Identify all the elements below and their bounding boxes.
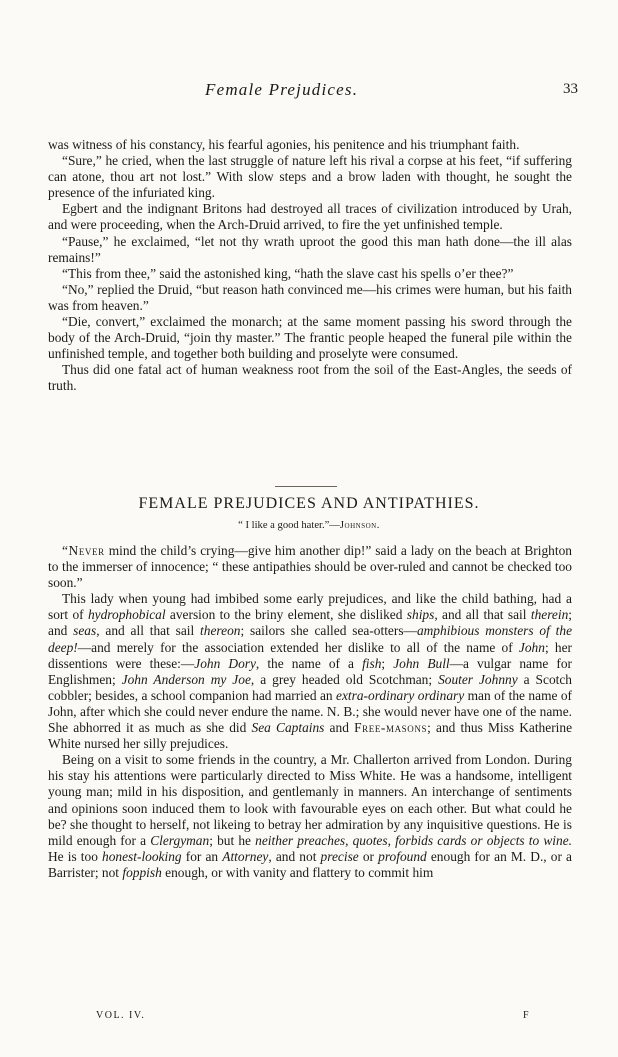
italic-run: extra-ordinary ordinary <box>336 687 465 703</box>
paragraph <box>48 591 572 752</box>
text-run: for an <box>181 848 223 864</box>
volume-mark: VOL. IV. <box>96 1010 146 1021</box>
section-title: FEMALE PREJUDICES AND ANTIPATHIES. <box>138 495 480 512</box>
smallcaps-run: Free-masons <box>354 720 428 736</box>
text-run: man of the name of John, after which she could never endure the name. N. B.; she would never have one of the name. She abhorred it as much as she did <box>48 687 572 736</box>
paragraph: “Sure,” he cried, when the last struggle of nature left his rival a corpse at his feet, “if suffering can atone, thou art not lost.” With slow steps and a brow laden with thought, he sought the presence of the infuriated king. <box>48 153 572 201</box>
signature-mark: F <box>523 1010 529 1021</box>
text-run: or <box>358 848 379 864</box>
italic-run: John Bull <box>393 655 450 671</box>
text-run: aversion to the briny element, she disliked <box>165 607 407 623</box>
text-run: , a grey headed old Scotchman; <box>250 671 439 687</box>
italic-run: Clergyman <box>150 832 210 848</box>
page-number: 33 <box>563 81 578 97</box>
epigraph <box>0 520 618 531</box>
text-run: enough for an M. D., or a Barrister; not <box>48 848 572 880</box>
paragraph: Thus did one fatal act of human weakness root from the soil of the East-Angles, the seeds of truth. <box>48 362 572 394</box>
text-run: This lady when young had imbibed some early prejudices, and like the child bathing, had a sort of <box>48 591 572 623</box>
text-run: He is too <box>48 848 103 864</box>
text-run: ; sailors she called sea-otters— <box>240 623 417 639</box>
lead-word: “Never <box>62 543 105 558</box>
paragraph: Egbert and the indignant Britons had destroyed all traces of civilization introduced by Urah, and were proceeding, when the Arch-Druid arrived, to fire the yet unfinished temple. <box>48 201 572 233</box>
paragraph: “No,” replied the Druid, “but reason hath convinced me—his crimes were human, but his faith was from heaven.” <box>48 281 572 313</box>
italic-run: seas <box>73 623 97 639</box>
italic-run: neither preaches, quotes, forbids cards or objects to wine. <box>255 832 573 848</box>
italic-run: thereon <box>200 623 241 639</box>
italic-run: therein <box>530 607 569 623</box>
text-run: mind the child’s crying—give him another dip!” said a lady on the beach at Brighton to the immerser of innocence; “ these antipathies should be over-ruled and cannot be checked too soon.” <box>48 543 572 591</box>
text-run: —and merely for the association extended her dislike to all of the name of <box>77 639 519 655</box>
text-run: enough, or with vanity and flattery to commit him <box>161 864 434 880</box>
paragraph <box>48 543 572 591</box>
page-footer <box>0 1010 618 1026</box>
italic-run: fish <box>362 655 382 671</box>
italic-run: precise <box>320 848 359 864</box>
paragraph: was witness of his constancy, his fearful agonies, his penitence and his triumphant faith. <box>48 137 520 152</box>
italic-run: profound <box>378 848 427 864</box>
text-run: , and all that sail <box>434 607 531 623</box>
story-conclusion <box>48 137 572 395</box>
italic-run: John <box>518 639 545 655</box>
italic-run: Attorney <box>222 848 269 864</box>
epigraph-author: Johnson. <box>339 520 380 531</box>
text-run: ; and <box>48 607 573 639</box>
text-run: a Scotch cobbler; besides, a school companion had married an <box>48 671 573 703</box>
paragraph <box>48 752 572 881</box>
section-divider <box>275 486 337 487</box>
italic-run: hydrophobical <box>87 607 166 623</box>
text-run: ; and thus Miss Katherine White nursed her silly prejudices. <box>48 720 573 752</box>
italic-run: ships <box>406 607 435 623</box>
text-run: , the name of a <box>255 655 363 671</box>
text-run: , and not <box>268 848 321 864</box>
text-run: ; <box>381 655 394 671</box>
text-run: , and all that sail <box>96 623 201 639</box>
paragraph: “Die, convert,” exclaimed the monarch; at the same moment passing his sword through the body of the Arch-Druid, “join thy master.” The frantic people heaped the funeral pile within the unfinished temple, and together both building and proselyte were consumed. <box>48 314 572 362</box>
italic-run: John Anderson my Joe <box>121 671 251 687</box>
chapter-body <box>48 543 572 881</box>
italic-run: Souter Johnny <box>438 671 518 687</box>
text-run: ; but he <box>209 832 256 848</box>
running-title: Female Prejudices. <box>205 80 359 99</box>
italic-run: amphibious monsters of the deep! <box>48 623 573 655</box>
text-run: and <box>324 720 355 736</box>
paragraph: “Pause,” he exclaimed, “let not thy wrath uproot the good this man hath done—the ill alas remains!” <box>48 233 572 265</box>
text-run: —a vulgar name for Englishmen; <box>48 655 572 687</box>
epigraph-quote: “ I like a good hater.”— <box>238 520 340 531</box>
italic-run: John Dory <box>194 655 256 671</box>
text-run: Being on a visit to some friends in the country, a Mr. Challerton arrived from London. During his stay his attentions were particularly directed to Miss White. He was a handsome, intelligent young man; mild in his disposition, and gentlemanly in manners. An interchange of sentiments and opinions soon induced them to look with favourable eyes on each other. But what could he be? she thought to herself, not likeing to betray her admiration by any inquisitive questions. He is mild enough for a <box>48 752 572 848</box>
text-run: ; her dissentions were these:— <box>48 639 572 671</box>
italic-run: Sea Captains <box>251 720 325 736</box>
italic-run: foppish <box>122 864 162 880</box>
italic-run: honest-looking <box>102 848 182 864</box>
page-header <box>0 80 618 104</box>
paragraph: “This from thee,” said the astonished king, “hath the slave cast his spells o’er thee?” <box>62 265 514 281</box>
